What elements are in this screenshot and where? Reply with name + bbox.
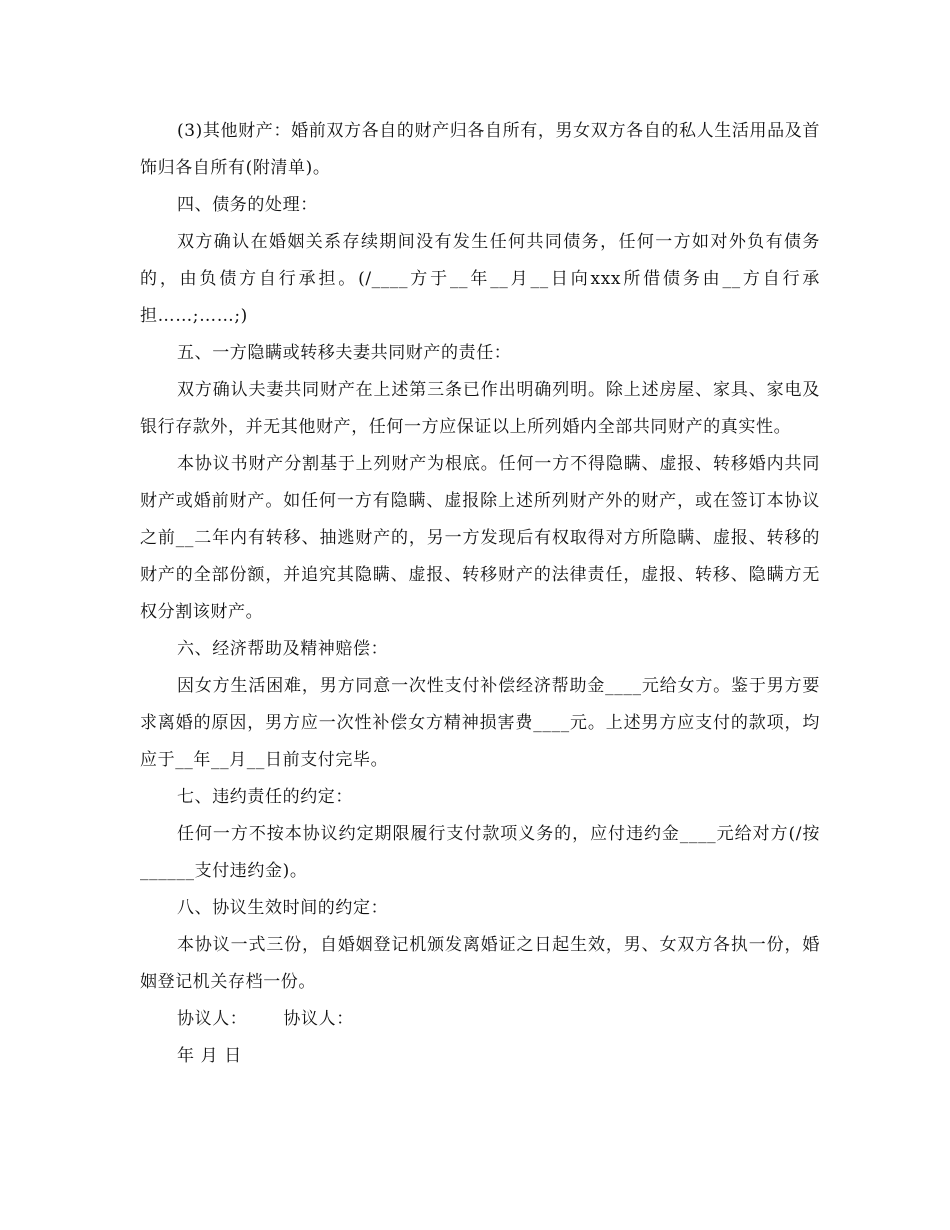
- paragraph-breach-liability: 任何一方不按本协议约定期限履行支付款项义务的，应付违约金____元给对方(/按______支付违约金)。: [140, 824, 820, 881]
- paragraph-debt: 双方确认在婚姻关系存续期间没有发生任何共同债务，任何一方如对外负有债务的，由负债方自行承担。(/____方于__年__月__日向xxx所借债务由__方自行承担……;……;): [140, 232, 820, 326]
- paragraph-joint-property-confirmation: 双方确认夫妻共同财产在上述第三条已作出明确列明。除上述房屋、家具、家电及银行存款外，并无其他财产，任何一方应保证以上所列婚内全部共同财产的真实性。: [140, 380, 820, 437]
- heading-debt-handling: 四、债务的处理：: [177, 195, 318, 215]
- heading-concealment-liability: 五、一方隐瞒或转移夫妻共同财产的责任：: [177, 343, 512, 363]
- date-line: 年 月 日: [177, 1046, 242, 1066]
- heading-economic-aid: 六、经济帮助及精神赔偿：: [177, 639, 389, 659]
- paragraph-other-property: (3)其他财产：婚前双方各自的财产归各自所有，男女双方各自的私人生活用品及首饰归各自所有(附清单)。: [140, 121, 820, 178]
- paragraph-effective-time: 本协议一式三份，自婚姻登记机颁发离婚证之日起生效，男、女双方各执一份，婚姻登记机关存档一份。: [140, 935, 820, 992]
- document-body: [140, 113, 820, 1075]
- paragraph-property-division-basis: 本协议书财产分割基于上列财产为根底。任何一方不得隐瞒、虚报、转移婚内共同财产或婚前财产。如任何一方有隐瞒、虚报除上述所列财产外的财产，或在签订本协议之前__二年内有转移、抽逃财产的，另一方发现后有权取得对方所隐瞒、虚报、转移的财产的全部份额，并追究其隐瞒、虚报、转移财产的法律责任，虚报、转移、隐瞒方无权分割该财产。: [140, 454, 820, 622]
- paragraph-economic-aid: 因女方生活困难，男方同意一次性支付补偿经济帮助金____元给女方。鉴于男方要求离婚的原因，男方应一次性补偿女方精神损害费____元。上述男方应支付的款项，均应于__年__月__日前支付完毕。: [140, 676, 820, 770]
- heading-breach-liability: 七、违约责任的约定：: [177, 787, 353, 807]
- signature-line: 协议人： 协议人：: [177, 1009, 354, 1029]
- heading-effective-time: 八、协议生效时间的约定：: [177, 898, 389, 918]
